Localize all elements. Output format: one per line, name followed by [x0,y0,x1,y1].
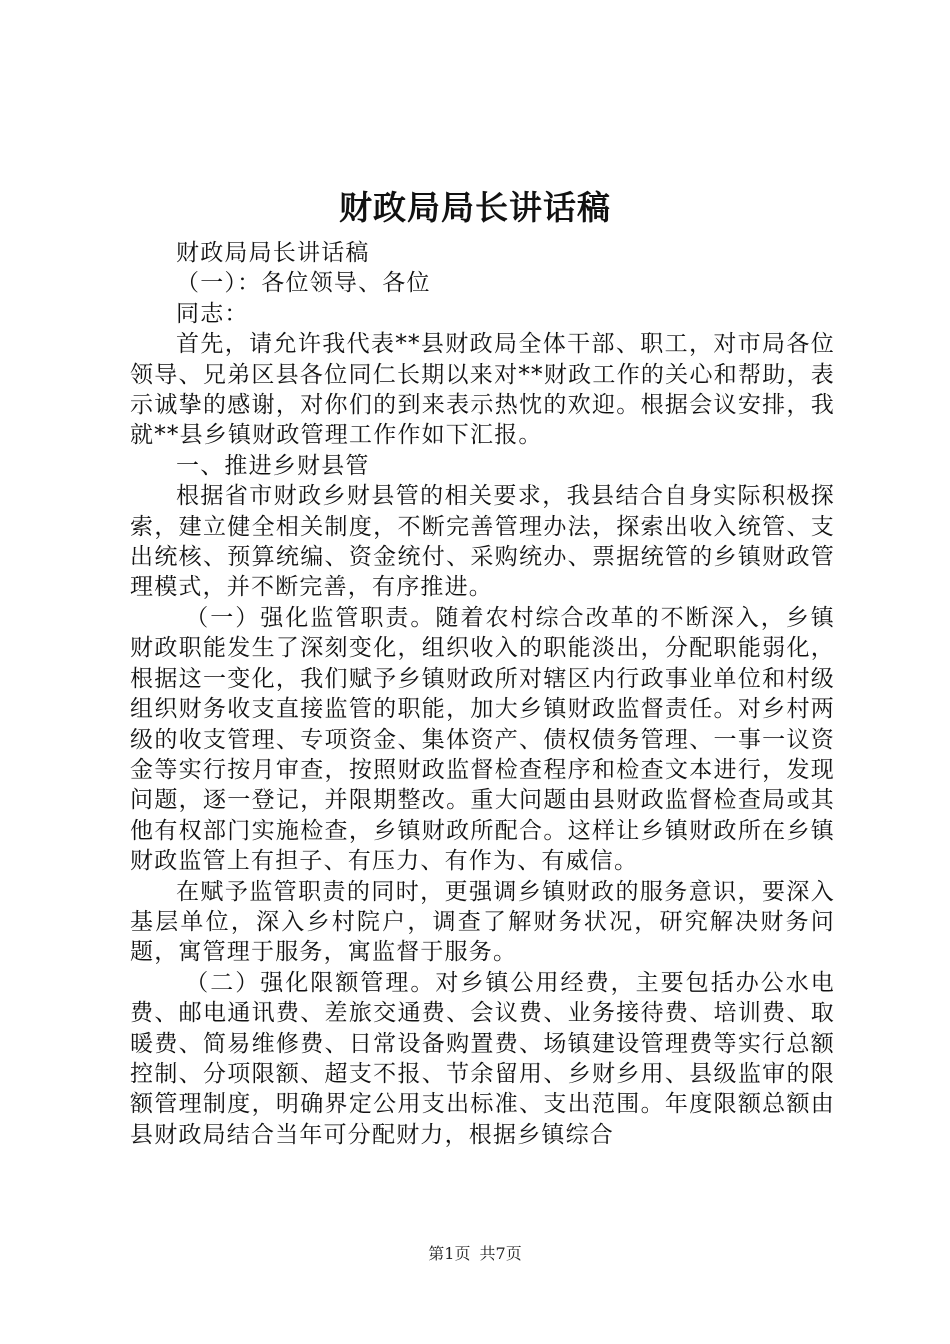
paragraph-intro: 首先，请允许我代表**县财政局全体干部、职工，对市局各位领导、兄弟区县各位同仁长期以来对**财政工作的关心和帮助，表示诚挚的感谢，对你们的到来表示热忱的欢迎。根据会议安排，我就**县乡镇财政管理工作作如下汇报。 [130,331,835,449]
paragraph-subsection-2: （二）强化限额管理。对乡镇公用经费，主要包括办公水电费、邮电通讯费、差旅交通费、会议费、业务接待费、培训费、取暖费、简易维修费、日常设备购置费、场镇建设管理费等实行总额控制、分项限额、超支不报、节余留用、乡财乡用、县级监审的限额管理制度，明确界定公用支出标准、支出范围。年度限额总额由县财政局结合当年可分配财力，根据乡镇综合 [130,969,835,1148]
page-total: 共7页 [479,1244,522,1263]
paragraph-section-1: 根据省市财政乡财县管的相关要求，我县结合自身实际积极探索，建立健全相关制度，不断完善管理办法，探索出收入统管、支出统核、预算统编、资金统付、采购统办、票据统管的乡镇财政管理模式，并不断完善，有序推进。 [130,483,835,601]
page-footer [0,1243,950,1265]
paragraph-salutation-1: （一）：各位领导、各位 [176,270,431,297]
paragraph-service: 在赋予监管职责的同时，更强调乡镇财政的服务意识，要深入基层单位，深入乡村院户，调查了解财务状况，研究解决财务问题，寓管理于服务，寓监督于服务。 [130,878,835,966]
page-number: 第1页 [428,1244,471,1263]
document-body [130,238,835,1150]
paragraph-salutation-2: 同志： [176,300,249,327]
document-title: 财政局局长讲话稿 [339,188,611,227]
paragraph-subsection-1: （一）强化监管职责。随着农村综合改革的不断深入，乡镇财政职能发生了深刻变化，组织收入的职能淡出，分配职能弱化，根据这一变化，我们赋予乡镇财政所对辖区内行政事业单位和村级组织财务收支直接监管的职能，加大乡镇财政监督责任。对乡村两级的收支管理、专项资金、集体资产、债权债务管理、一事一议资金等实行按月审查，按照财政监督检查程序和检查文本进行，发现问题，逐一登记，并限期整改。重大问题由县财政监督检查局或其他有权部门实施检查，乡镇财政所配合。这样让乡镇财政所在乡镇财政监管上有担子、有压力、有作为、有威信。 [130,604,835,875]
paragraph-subtitle: 财政局局长讲话稿 [176,240,370,266]
section-heading-1: 一、推进乡财县管 [176,452,370,479]
